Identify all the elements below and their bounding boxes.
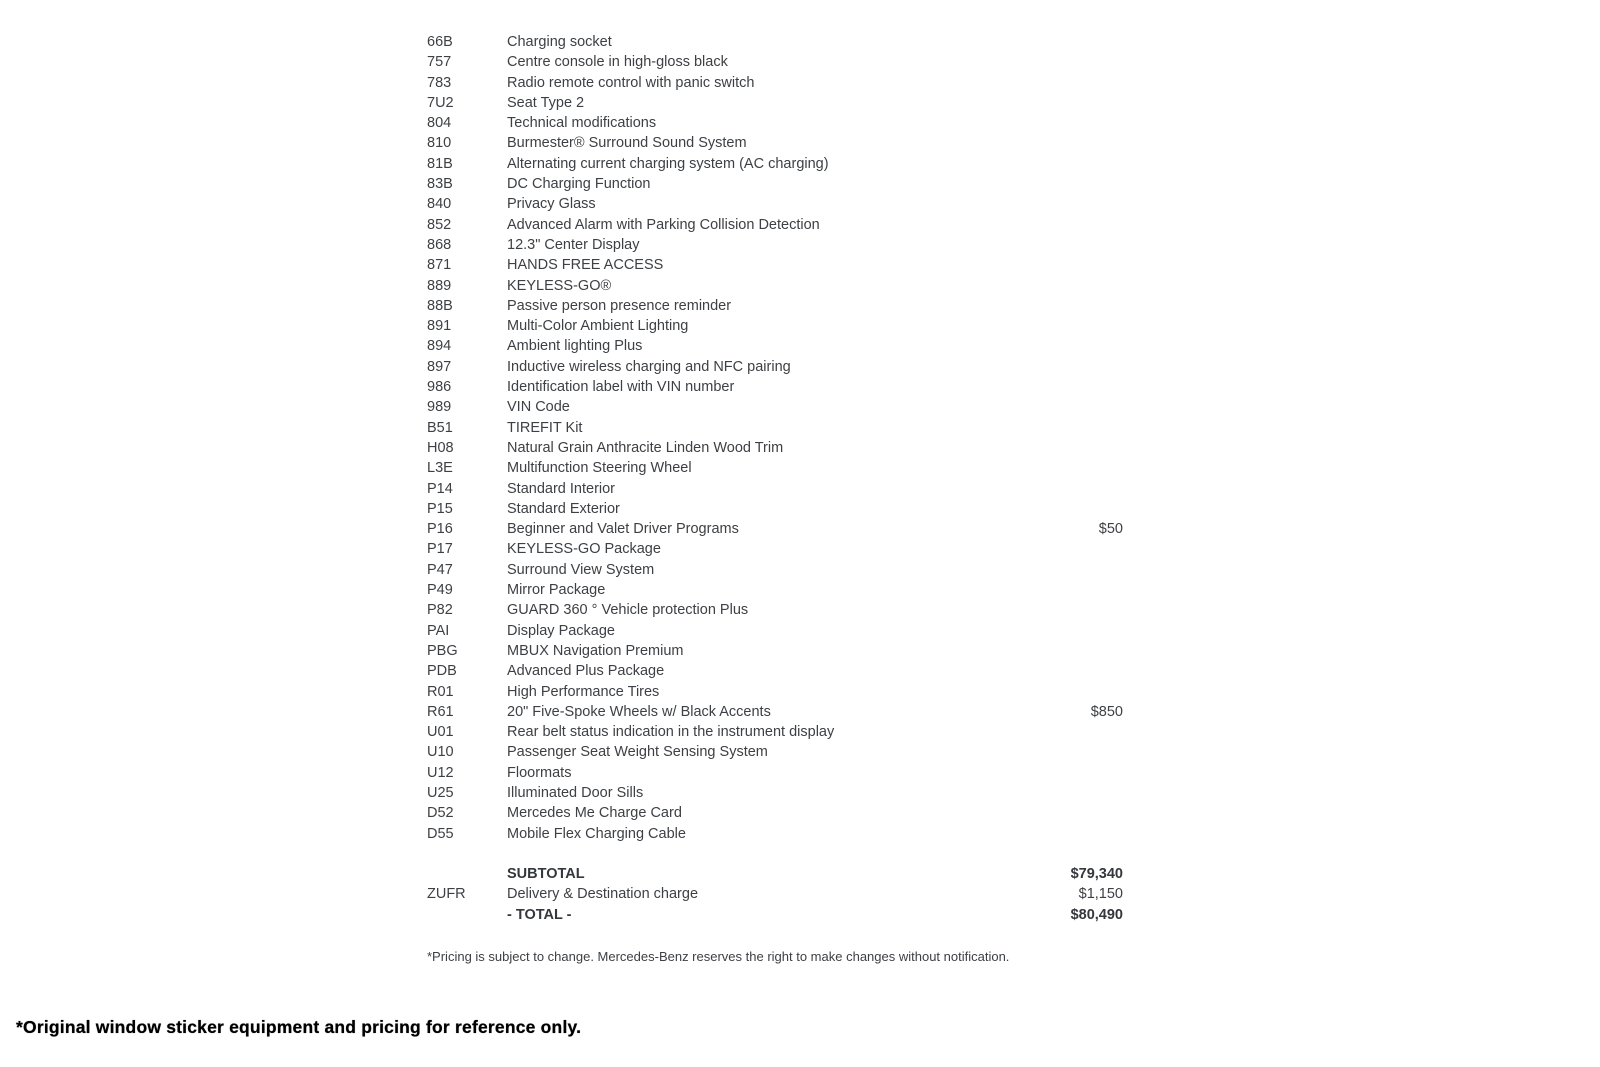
table-row [427,702,1123,722]
option-code: 804 [427,115,452,132]
option-description: Inductive wireless charging and NFC pairing [507,358,791,375]
table-row [427,580,1123,600]
option-code: U25 [427,784,454,801]
table-row [427,235,1123,255]
option-code: PDB [427,663,457,680]
table-row [427,742,1123,762]
table-row [427,438,1123,458]
option-description: Charging socket [507,34,612,50]
table-row [427,133,1123,153]
option-description: Seat Type 2 [507,94,585,111]
option-description: Alternating current charging system (AC charging) [507,155,829,172]
option-description: Mercedes Me Charge Card [507,805,682,822]
option-code: D55 [427,825,454,842]
option-description: Mirror Package [507,582,606,599]
table-row [427,458,1123,478]
option-code: P14 [427,480,453,497]
option-description: Surround View System [507,561,655,578]
option-code: 897 [427,358,452,375]
option-description: Technical modifications [507,115,657,132]
option-code: 810 [427,135,452,152]
option-code: PBG [427,642,458,659]
option-description: Centre console in high-gloss black [507,54,728,71]
total-row [427,905,1123,925]
option-description: Rear belt status indication in the instrument display [507,724,835,741]
option-code: 7U2 [427,94,454,111]
option-code: H08 [427,439,454,456]
option-code: P15 [427,500,453,517]
table-row [427,296,1123,316]
option-description: Illuminated Door Sills [507,784,644,801]
option-code: 81B [427,155,453,172]
table-row [427,479,1123,499]
table-row [427,560,1123,580]
table-row [427,539,1123,559]
option-code: P82 [427,602,453,619]
option-code: 783 [427,74,452,91]
option-description: Radio remote control with panic switch [507,74,755,91]
option-code: P49 [427,582,453,599]
subtotal-row [427,864,1123,884]
option-code: PAI [427,622,450,639]
table-row [427,113,1123,133]
table-row [427,803,1123,823]
option-description: HANDS FREE ACCESS [507,257,664,274]
table-row [427,255,1123,275]
option-description: Multifunction Steering Wheel [507,460,692,477]
option-description: KEYLESS-GO® [507,277,612,294]
option-code: R01 [427,683,454,700]
option-code: 989 [427,399,452,416]
table-row [427,519,1123,539]
table-row [427,783,1123,803]
window-sticker-document [427,32,1123,964]
table-row [427,276,1123,296]
option-description: 20" Five-Spoke Wheels w/ Black Accents [507,703,771,720]
table-row [427,73,1123,93]
option-description: Mobile Flex Charging Cable [507,825,686,842]
table-row [427,357,1123,377]
pricing-disclaimer: *Pricing is subject to change. Mercedes-Benz reserves the right to make changes without notification. [427,949,1010,965]
option-code: 83B [427,176,453,193]
table-row [427,641,1123,661]
table-row [427,52,1123,72]
table-row [427,194,1123,214]
option-code: 894 [427,338,452,355]
option-code: B51 [427,419,453,436]
option-description: Advanced Alarm with Parking Collision Detection [507,216,820,233]
table-row [427,336,1123,356]
option-code: U01 [427,724,454,741]
option-description: Beginner and Valet Driver Programs [507,521,739,538]
table-row [427,763,1123,783]
option-description: Privacy Glass [507,196,596,213]
table-row [427,418,1123,438]
option-code: 66B [427,34,453,50]
option-code: R61 [427,703,454,720]
option-code: 871 [427,257,452,274]
option-price: $50 [1098,521,1123,538]
spacer [427,844,1123,864]
table-row [427,600,1123,620]
option-code: L3E [427,460,453,477]
table-row [427,174,1123,194]
table-row [427,722,1123,742]
table-row [427,32,1123,52]
option-description: KEYLESS-GO Package [507,541,661,558]
total-label: - TOTAL - [507,906,572,923]
table-row [427,661,1123,681]
subtotal-value: $79,340 [1070,866,1123,883]
total-value: $80,490 [1070,906,1123,923]
option-description: Multi-Color Ambient Lighting [507,318,689,335]
table-row [427,93,1123,113]
option-code: 840 [427,196,452,213]
delivery-charge-row [427,884,1123,904]
delivery-code: ZUFR [427,886,466,903]
options-list [427,32,1123,844]
option-description: High Performance Tires [507,683,660,700]
table-row [427,682,1123,702]
option-description: Natural Grain Anthracite Linden Wood Trim [507,439,784,456]
table-row [427,316,1123,336]
option-price: $850 [1090,703,1123,720]
option-code: 889 [427,277,452,294]
option-description: Advanced Plus Package [507,663,665,680]
option-description: TIREFIT Kit [507,419,583,436]
option-description: MBUX Navigation Premium [507,642,684,659]
option-description: Display Package [507,622,615,639]
option-code: 868 [427,236,452,253]
option-description: Standard Interior [507,480,616,497]
option-code: 852 [427,216,452,233]
option-code: P16 [427,521,453,538]
option-code: 986 [427,379,452,396]
option-description: DC Charging Function [507,176,651,193]
option-code: 757 [427,54,452,71]
option-description: Standard Exterior [507,500,620,517]
subtotal-label: SUBTOTAL [507,866,585,883]
table-row [427,621,1123,641]
option-code: P47 [427,561,453,578]
delivery-value: $1,150 [1078,886,1123,903]
option-description: Passive person presence reminder [507,297,732,314]
option-code: U12 [427,764,454,781]
option-description: GUARD 360 ° Vehicle protection Plus [507,602,749,619]
table-row [427,499,1123,519]
option-description: Ambient lighting Plus [507,338,643,355]
option-code: D52 [427,805,454,822]
option-code: 891 [427,318,452,335]
reference-note: *Original window sticker equipment and pricing for reference only. [16,1017,582,1037]
option-description: Burmester® Surround Sound System [507,135,747,152]
table-row [427,824,1123,844]
option-description: Identification label with VIN number [507,379,735,396]
table-row [427,215,1123,235]
option-code: U10 [427,744,454,761]
option-code: P17 [427,541,453,558]
option-code: 88B [427,297,453,314]
table-row [427,397,1123,417]
table-row [427,377,1123,397]
table-row [427,154,1123,174]
option-description: Passenger Seat Weight Sensing System [507,744,768,761]
delivery-label: Delivery & Destination charge [507,886,699,903]
option-description: VIN Code [507,399,570,416]
option-description: Floormats [507,764,572,781]
option-description: 12.3" Center Display [507,236,640,253]
